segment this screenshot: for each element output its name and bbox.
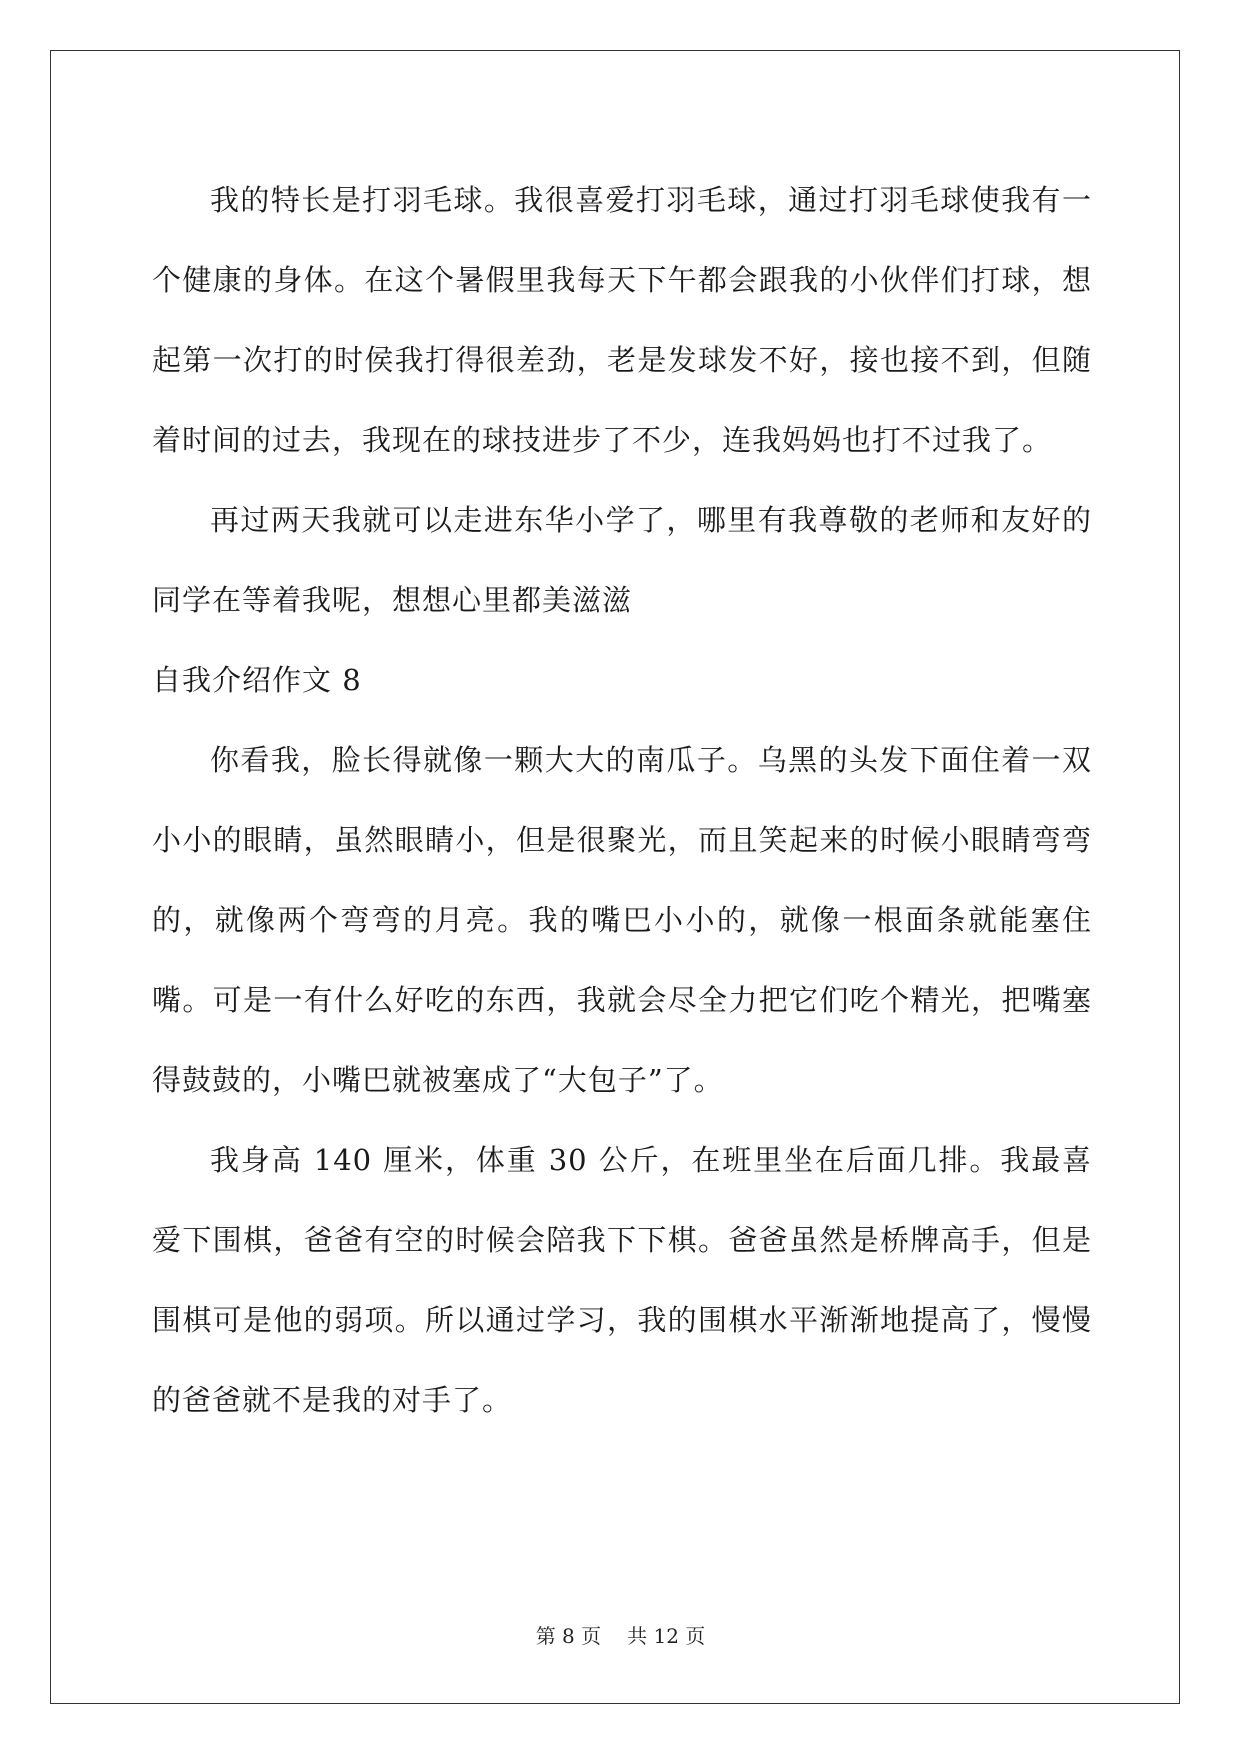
paragraph-badminton: 我的特长是打羽毛球。我很喜爱打羽毛球，通过打羽毛球使我有一个健康的身体。在这个暑假里我每天下午都会跟我的小伙伴们打球，想起第一次打的时侯我打得很差劲，老是发球发不好，接也接不到，但随着时间的过去，我现在的球技进步了不少，连我妈妈也打不过我了。: [152, 183, 1092, 457]
section-heading: 自我介绍作文 8: [152, 663, 362, 697]
page-number: 第 8 页: [535, 1624, 602, 1648]
document-body: [152, 160, 1092, 1440]
paragraph-height-weiqi: 我身高 140 厘米，体重 30 公斤，在班里坐在后面几排。我最喜爱下围棋，爸爸有空的时候会陪我下下棋。爸爸虽然是桥牌高手，但是围棋可是他的弱项。所以通过学习，我的围棋水平渐渐地提高了，慢慢的爸爸就不是我的对手了。: [152, 1143, 1092, 1417]
paragraph-school: 再过两天我就可以走进东华小学了，哪里有我尊敬的老师和友好的同学在等着我呢，想想心里都美滋滋: [152, 503, 1092, 617]
page-total: 共 12 页: [627, 1624, 706, 1648]
page-footer: [0, 1620, 1241, 1649]
paragraph-appearance: 你看我，脸长得就像一颗大大的南瓜子。乌黑的头发下面住着一双小小的眼睛，虽然眼睛小，但是很聚光，而且笑起来的时候小眼睛弯弯的，就像两个弯弯的月亮。我的嘴巴小小的，就像一根面条就能塞住嘴。可是一有什么好吃的东西，我就会尽全力把它们吃个精光，把嘴塞得鼓鼓的，小嘴巴就被塞成了“大包子”了。: [152, 743, 1092, 1097]
